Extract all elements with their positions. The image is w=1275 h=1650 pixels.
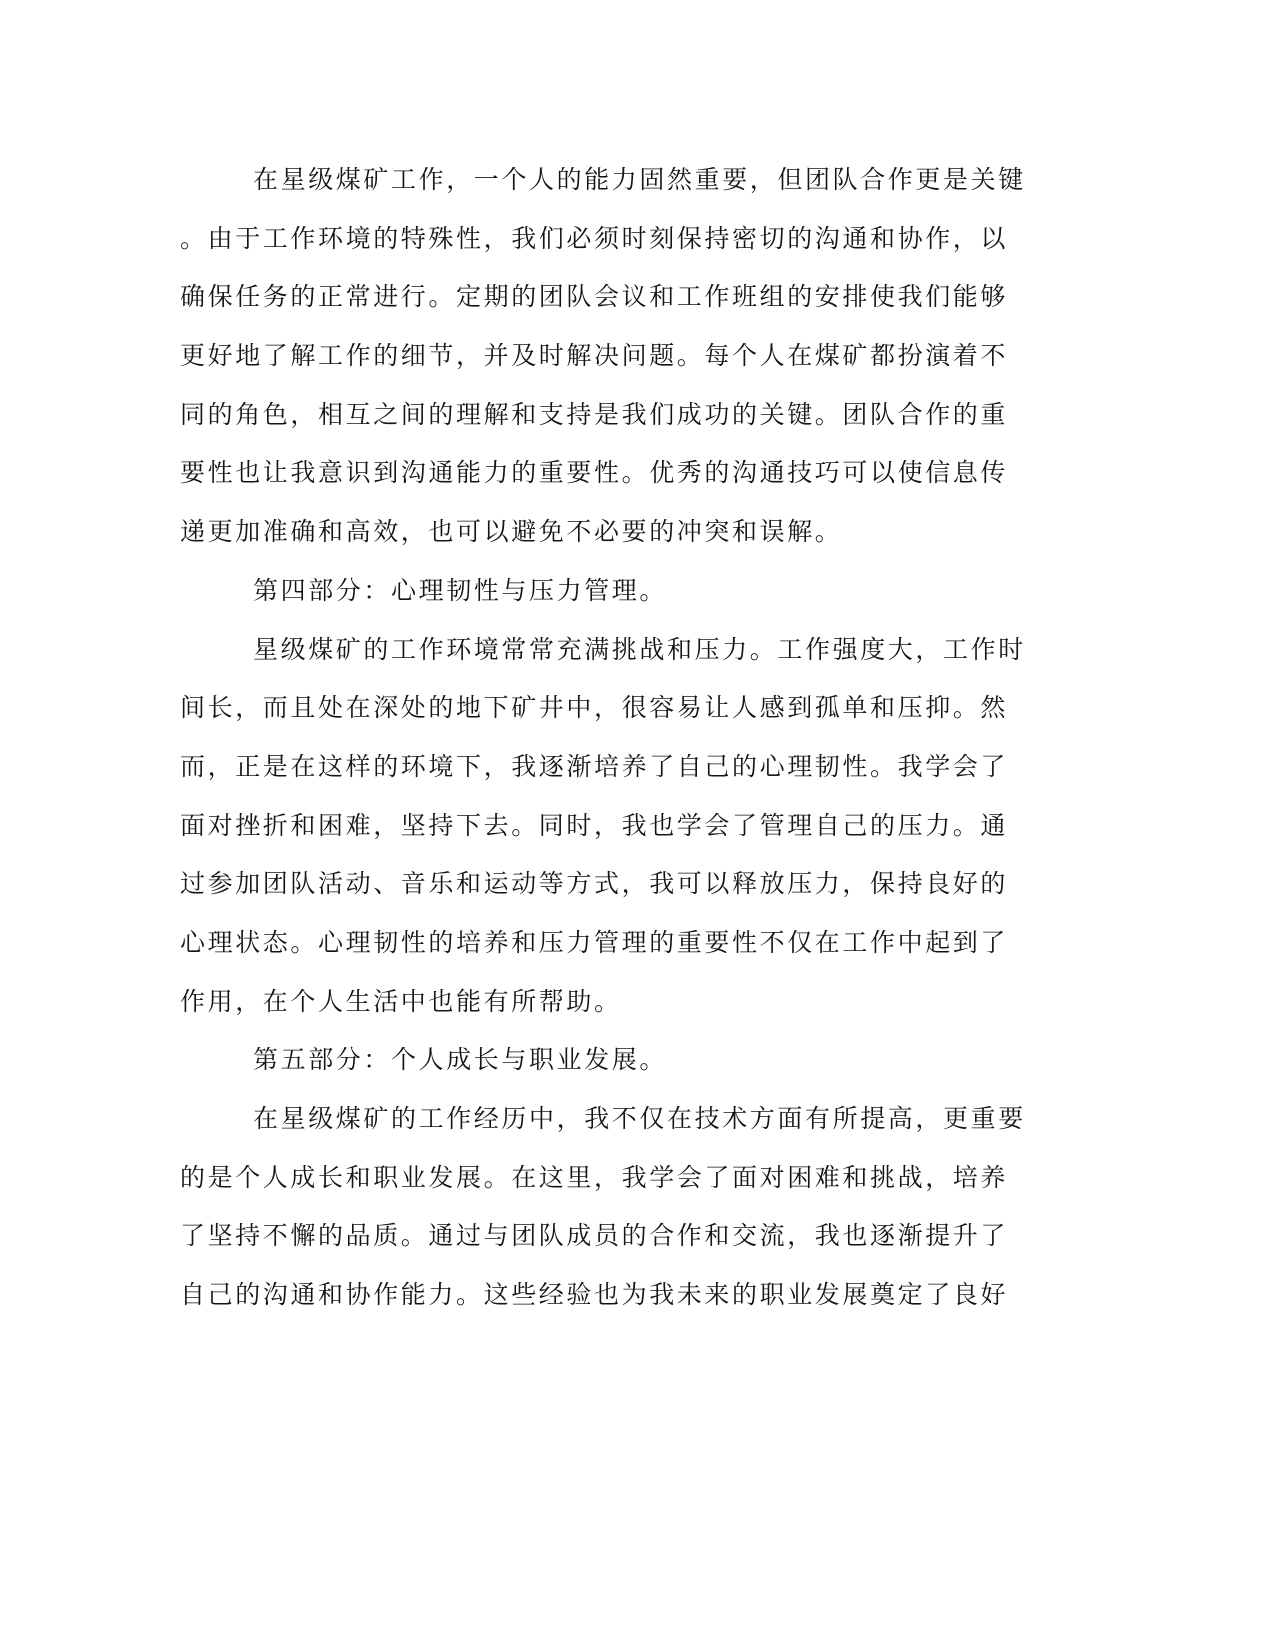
text-line: 的是个人成长和职业发展。在这里，我学会了面对困难和挑战，培养 bbox=[180, 1162, 1009, 1192]
text-line: 心理状态。心理韧性的培养和压力管理的重要性不仅在工作中起到了 bbox=[180, 927, 1009, 957]
text-line: 在星级煤矿工作，一个人的能力固然重要，但团队合作更是关键 bbox=[253, 165, 1026, 194]
text-line: 了坚持不懈的品质。通过与团队成员的合作和交流，我也逐渐提升了 bbox=[180, 1221, 1009, 1251]
section-heading: 第五部分：个人成长与职业发展。 bbox=[253, 1045, 668, 1075]
section-heading: 第四部分：心理韧性与压力管理。 bbox=[253, 575, 668, 605]
text-line: 在星级煤矿的工作经历中，我不仅在技术方面有所提高，更重要 bbox=[253, 1104, 1026, 1133]
section-heading-part-four bbox=[180, 562, 1060, 621]
document-page bbox=[180, 151, 1060, 1325]
text-line: 递更加准确和高效，也可以避免不必要的冲突和误解。 bbox=[180, 517, 843, 547]
text-line: 要性也让我意识到沟通能力的重要性。优秀的沟通技巧可以使信息传 bbox=[180, 458, 1009, 488]
text-line: 更好地了解工作的细节，并及时解决问题。每个人在煤矿都扮演着不 bbox=[180, 341, 1009, 371]
paragraph-teamwork bbox=[180, 151, 1060, 562]
text-line: 同的角色，相互之间的理解和支持是我们成功的关键。团队合作的重 bbox=[180, 399, 1009, 429]
paragraph-resilience bbox=[180, 621, 1060, 1032]
text-line: 而，正是在这样的环境下，我逐渐培养了自己的心理韧性。我学会了 bbox=[180, 751, 1009, 781]
text-line: 作用，在个人生活中也能有所帮助。 bbox=[180, 986, 622, 1016]
text-line: 星级煤矿的工作环境常常充满挑战和压力。工作强度大，工作时 bbox=[253, 634, 1026, 664]
section-heading-part-five bbox=[180, 1031, 1060, 1090]
text-line: 过参加团队活动、音乐和运动等方式，我可以释放压力，保持良好的 bbox=[180, 869, 1009, 899]
text-line: 间长，而且处在深处的地下矿井中，很容易让人感到孤单和压抑。然 bbox=[180, 693, 1009, 723]
paragraph-growth bbox=[180, 1090, 1060, 1325]
text-line: 。由于工作环境的特殊性，我们必须时刻保持密切的沟通和协作，以 bbox=[180, 223, 1009, 253]
text-line: 确保任务的正常进行。定期的团队会议和工作班组的安排使我们能够 bbox=[180, 282, 1009, 312]
text-line: 自己的沟通和协作能力。这些经验也为我未来的职业发展奠定了良好 bbox=[180, 1280, 1009, 1310]
text-line: 面对挫折和困难，坚持下去。同时，我也学会了管理自己的压力。通 bbox=[180, 810, 1009, 840]
